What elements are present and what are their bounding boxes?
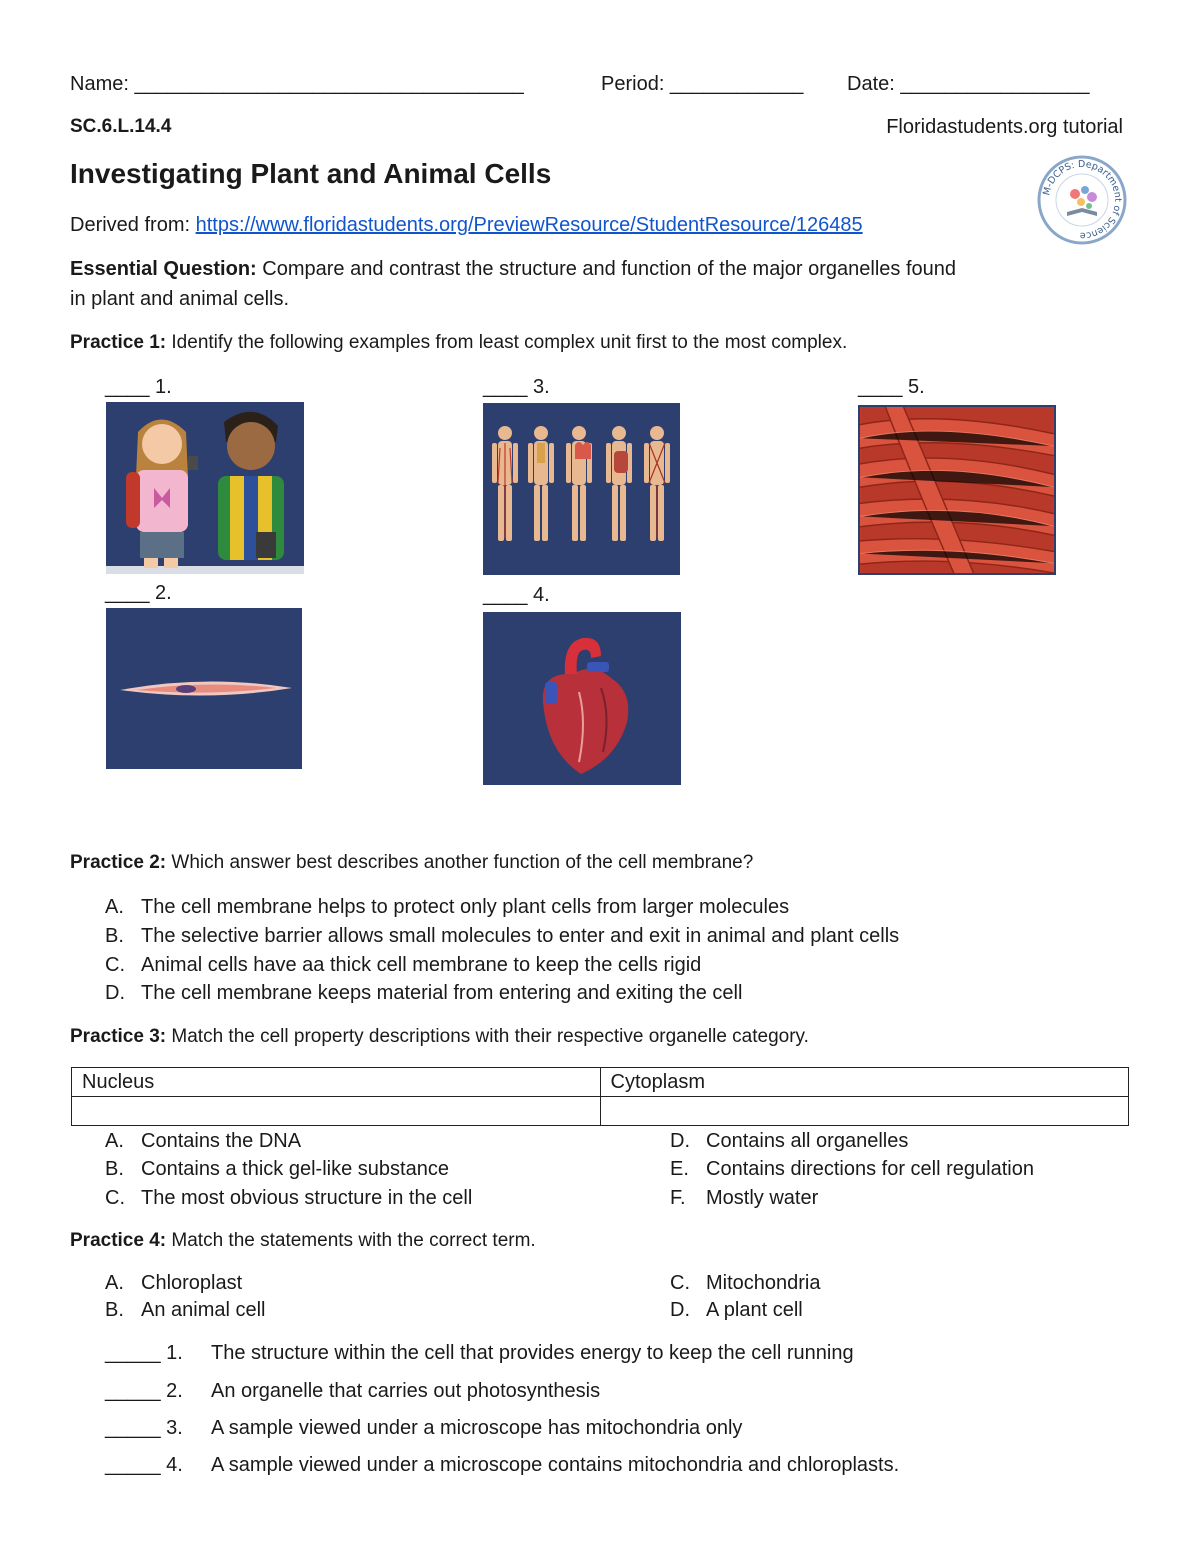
practice4-statement-2: _____ 2. An organelle that carries out photosynthesis <box>105 1380 601 1402</box>
practice2-label: Practice 2: <box>70 852 167 873</box>
practice4-text: Match the statements with the correct term. <box>166 1230 536 1251</box>
practice3-option-e: E. Contains directions for cell regulation <box>670 1158 1034 1180</box>
derived-from-label: Derived from: <box>70 214 196 236</box>
practice3-label: Practice 3: <box>70 1026 167 1047</box>
practice4-statement-4: _____ 4. A sample viewed under a microscope contains mitochondria and chloroplasts. <box>105 1454 900 1476</box>
practice1-label: Practice 1: <box>70 332 167 353</box>
nucleus-answer-cell[interactable] <box>72 1097 601 1126</box>
practice3-option-c: C. The most obvious structure in the cell <box>105 1187 473 1209</box>
practice2-prompt <box>70 851 753 875</box>
practice4-label: Practice 4: <box>70 1230 167 1251</box>
derived-from-line <box>70 213 863 237</box>
page-title: Investigating Plant and Animal Cells <box>70 158 552 189</box>
essential-question-text: Compare and contrast the structure and function of the major organelles found <box>256 258 957 280</box>
practice2-option-d: D. The cell membrane keeps material from entering and exiting the cell <box>105 982 743 1004</box>
name-field-label: Name: ___________________________________ <box>70 73 524 95</box>
practice4-statement-3: _____ 3. A sample viewed under a microscope has mitochondria only <box>105 1417 743 1439</box>
cytoplasm-answer-cell[interactable] <box>600 1097 1129 1126</box>
practice1-blank-4: ____ 4. <box>483 584 550 606</box>
practice1-blank-1: ____ 1. <box>105 376 172 398</box>
practice3-option-b: B. Contains a thick gel-like substance <box>105 1158 449 1180</box>
practice4-term-a: A. Chloroplast <box>105 1272 243 1294</box>
practice3-option-f: F. Mostly water <box>670 1187 819 1209</box>
source-label: Floridastudents.org tutorial <box>886 116 1123 138</box>
heart-organ-image <box>483 612 681 785</box>
svg-text:M-DCPS: Department of Science: M-DCPS: Department of Science <box>1041 158 1124 242</box>
practice1-blank-3: ____ 3. <box>483 376 550 398</box>
period-field-label: Period: ____________ <box>601 73 804 95</box>
organ-systems-image <box>483 403 680 575</box>
practice4-prompt <box>70 1229 536 1253</box>
practice4-term-c: C. Mitochondria <box>670 1272 821 1294</box>
practice4-term-d: D. A plant cell <box>670 1299 803 1321</box>
organism-kids-image <box>106 402 304 574</box>
practice3-text: Match the cell property descriptions with their respective organelle category. <box>166 1026 809 1047</box>
department-seal-logo <box>1037 150 1127 250</box>
muscle-cell-image <box>106 608 302 769</box>
essential-question-label: Essential Question: <box>70 258 257 280</box>
practice3-match-table <box>71 1067 1129 1126</box>
practice2-option-c: C. Animal cells have aa thick cell membrane to keep the cells rigid <box>105 954 702 976</box>
practice3-option-a: A. Contains the DNA <box>105 1130 302 1152</box>
source-link[interactable]: https://www.floridastudents.org/PreviewResource/StudentResource/126485 <box>195 214 863 236</box>
practice1-blank-5: ____ 5. <box>858 376 925 398</box>
practice1-blank-2: ____ 2. <box>105 582 172 604</box>
table-header-nucleus: Nucleus <box>72 1068 601 1097</box>
practice3-option-d: D. Contains all organelles <box>670 1130 909 1152</box>
practice3-prompt <box>70 1025 809 1049</box>
practice2-option-b: B. The selective barrier allows small molecules to enter and exit in animal and plant cells <box>105 925 900 947</box>
muscle-tissue-image <box>858 405 1056 575</box>
practice2-text: Which answer best describes another function of the cell membrane? <box>166 852 754 873</box>
practice1-prompt <box>70 331 847 355</box>
essential-question-line1 <box>70 257 956 281</box>
table-header-cytoplasm: Cytoplasm <box>600 1068 1129 1097</box>
practice4-term-b: B. An animal cell <box>105 1299 266 1321</box>
practice4-statement-1: _____ 1. The structure within the cell that provides energy to keep the cell running <box>105 1342 854 1364</box>
practice2-option-a: A. The cell membrane helps to protect only plant cells from larger molecules <box>105 896 790 918</box>
date-field-label: Date: _________________ <box>847 73 1090 95</box>
practice1-text: Identify the following examples from least complex unit first to the most complex. <box>166 332 848 353</box>
standard-code: SC.6.L.14.4 <box>70 116 172 137</box>
essential-question-line2: in plant and animal cells. <box>70 288 290 310</box>
